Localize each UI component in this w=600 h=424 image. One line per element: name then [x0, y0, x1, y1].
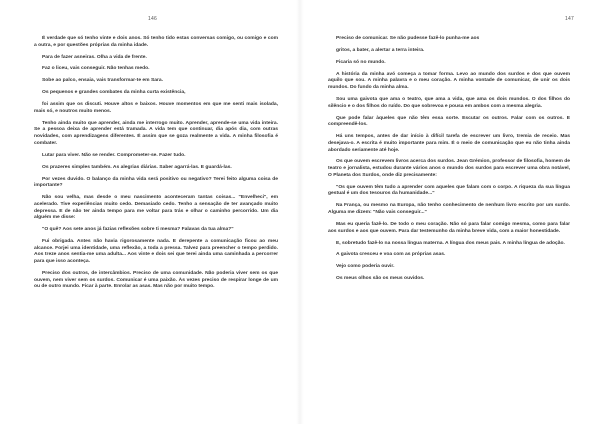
paragraph: A história da minha avó começa a tomar forma. Levo ao mundo dos surdos e dos que ouvem aquilo que sou. A minha palavra e o meu coração. A minha vontade de comunicar, de unir os dois mundos. Do fundo da minha alma.	[328, 71, 570, 91]
paragraph: Faz o liceu, vais conseguir. Não tenhas medo.	[42, 66, 150, 72]
paragraph: A gaivota cresceu e voa com as próprias asas.	[336, 252, 446, 258]
paragraph: "O quê? Aos sete anos já fazias reflexões sobre ti mesma? Falavas da tua alma?"	[42, 227, 234, 233]
paragraph: foi assim que os discuti. Houve altos e baixos. Houve momentos em que me senti mais isolada, mais só, e noutros muito menos.	[34, 102, 278, 114]
paragraph: Preciso dos outros, de intercâmbios. Preciso de uma comunidade. Não poderia viver sem os que ouvem, nem viver sem os surdos. Comunicar é uma paixão. Às vezes preciso de respirar longe de um ou de outro mundo. Ficar à parte. Enrolar as asas. Mas não por muito tempo.	[34, 271, 278, 290]
paragraph: Preciso de comunicar. Se não pudesse fazê-lo punha-me aos	[336, 36, 480, 41]
page-number-left: 146	[148, 16, 157, 22]
paragraph: Há uns tempos, antes de dar início à difícil tarefa de escrever um livro, tremia de receio. Mas desejava-o. A escrita é muito importante para mim. É o meio de comunicação que eu não tinha ainda abordado seriamente até hoje.	[328, 134, 570, 153]
paragraph: Fui obrigada. Antes não havia rigorosamente nada. E derepente a comunicação ficou ao meu alcance. Forjei uma identidade, uma reflexão, a toda a pressa. Talvez para preencher o tempo perdido. Aos treze anos sentia-me uma adulta... Aos vinte e dois sei que terei ainda uma caminhada a percorrer para que isso aconteça.	[34, 239, 278, 265]
paragraph: "Os que ouvem têm tudo a aprender com aqueles que falam com o corpo. A riqueza da sua língua gestual é um dos tesouros da humanidade..."	[328, 184, 570, 197]
right-page-text	[328, 36, 570, 283]
paragraph: Por vezes duvido. O balanço da minha vida será positivo ou negativo? Terei feito alguma coisa de importante?	[34, 176, 278, 189]
paragraph: gritos, a bater, a alertar a terra inteira.	[336, 47, 425, 53]
paragraph: Na França, ou mesmo na Europa, não tenho conhecimento de nenhum livro escrito por um surdo. Alguma me dizem: "Não vais conseguir..."	[328, 203, 570, 216]
paragraph: Os meus olhos são os meus ouvidos.	[336, 276, 425, 282]
page-number-right: 147	[565, 16, 574, 22]
paragraph: Sou uma gaivota que ama o teatro, que ama a vida, que ama os dois mundos. O dos filhos do silêncio e o dos filhos do ruído. Do que sobrevoa e pousa em ambos com a mesma alegria.	[328, 96, 570, 109]
paragraph: Sobe ao palco, ensaia, vais transformar-te em Sara.	[42, 78, 164, 84]
paragraph: Vejo como poderia ouvir.	[336, 264, 395, 270]
paragraph: Lutar para viver. Não se render. Comprometer-se. Fazer tudo.	[42, 152, 186, 158]
paragraph: Que pode falar àqueles que não têm essa sorte. Escutar os outros. Falar com os outros. E compreendê-los.	[328, 115, 570, 128]
paragraph: É verdade que só tenho vinte e dois anos. Só tenho tido estas conversas comigo, ou comigo e com a outra, e por questões próprias da minha idade.	[34, 36, 278, 48]
paragraph: Os que ouvem escrevem livros acerca dos surdos. Jean Grémion, professor de filosofia, homem de teatro e jornalista, estudou durante vários anos o mundo dos surdos para escrever uma obra notável, O Planeta dos Surdos, onde diz precisamente:	[328, 159, 570, 178]
paragraph: Ficaria só no mundo.	[336, 59, 386, 65]
paragraph: Os prazeres simples também. As alegrias diárias. Saber agarrá-las. E guardá-las.	[42, 164, 232, 170]
paragraph: Não sou velha, mas desde o meu nascimento aconteceram tantas coisas... "Envelheci", em acelerado. Tive experiências muito cedo. Demasiado cedo. Tenho a sensação de ter avançado muito depressa. E de não ter ainda tempo para me voltar para trás e olhar o caminho percorrido. Um dia alguém me disse:	[34, 195, 278, 221]
paragraph: Para de fazer asneiras. Olha a vida de frente.	[42, 54, 147, 60]
paragraph: Mas eu queria fazê-lo. De todo o meu coração. Não só para falar comigo mesma, como para falar aos surdos e aos que ouvem. Para dar testemunho da minha breve vida, com a maior honestidade.	[328, 221, 570, 234]
paragraph: Tenho ainda muito que aprender, ainda me interrogo muito. Aprender, aprende-se uma vida inteira. Se a pessoa deixa de aprender está tramada. A vida tem que continuar, dia após dia, com outras novidades, com aprendizagens diferentes. É assim que se goza realmente a vida. A minha filosofia é combater.	[34, 120, 278, 146]
left-page-text	[34, 36, 278, 291]
right-page	[300, 0, 600, 424]
paragraph: E, sobretudo fazê-lo na nossa língua materna. A língua dos meus pais. A minha língua de adoção.	[336, 240, 565, 246]
paragraph: Os pequenos e grandes combates da minha curta existência,	[42, 90, 186, 96]
